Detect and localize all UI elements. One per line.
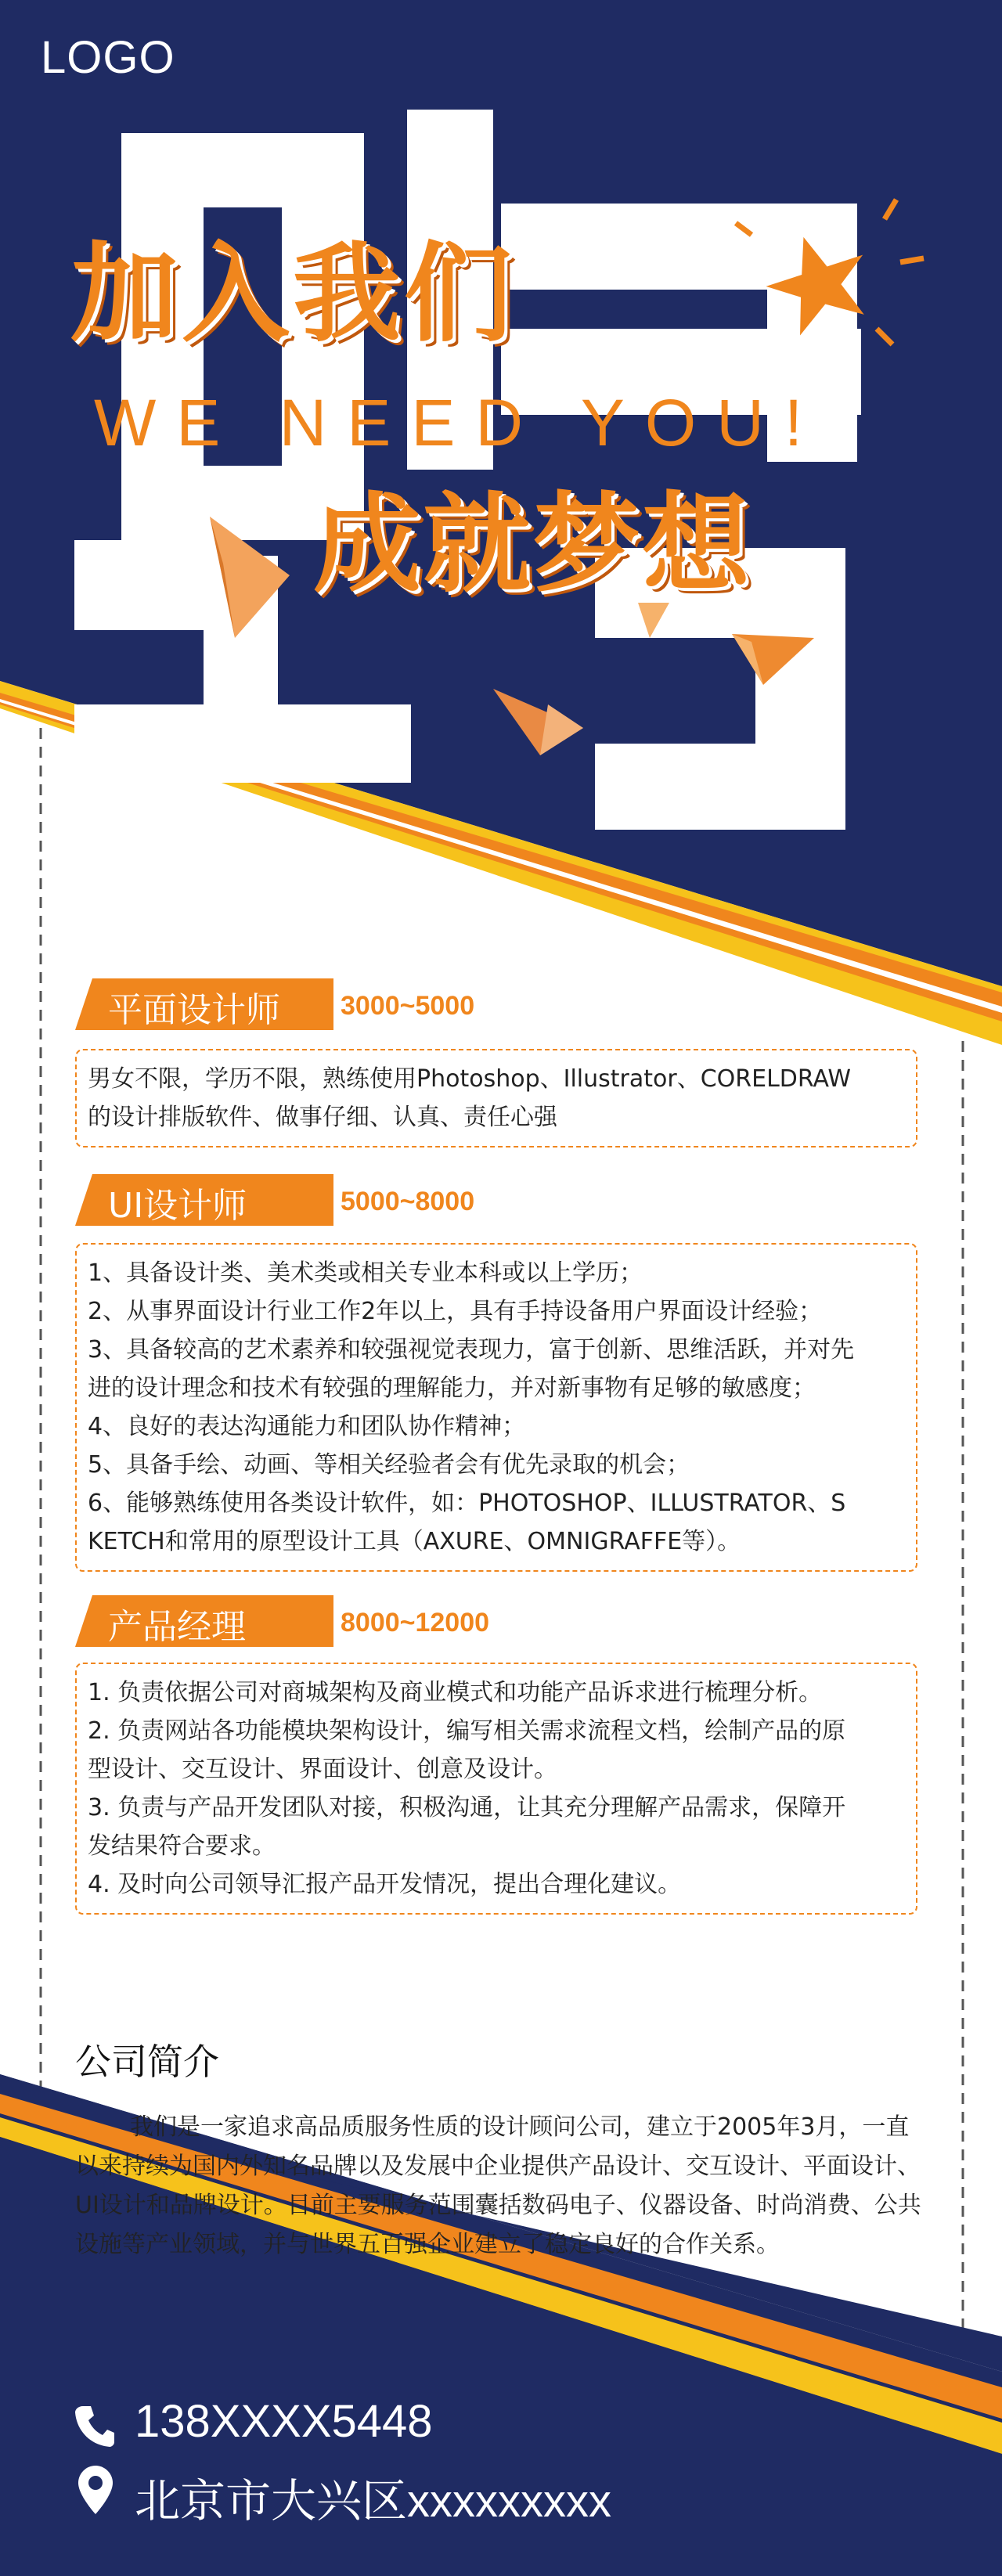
job-description-box — [75, 1049, 917, 1147]
about-title: 公司简介 — [75, 2041, 219, 2083]
job-description-line: 6、能够熟练使用各类设计软件，如：PHOTOSHOP、ILLUSTRATOR、S — [88, 1490, 846, 1517]
phone-icon — [75, 2403, 114, 2447]
about-text: 我们是一家追求高品质服务性质的设计顾问公司，建立于2005年3月，一直以来持续为国内外知名品牌以及发展中企业提供产品设计、交互设计、平面设计、UI设计和品牌设计。目前主要服务范围囊括数码电子、仪器设备、时尚消费、公共设施等产业领域，并与世界五百强企业建立了稳定良好的合作关系。 — [75, 2113, 921, 2258]
job-salary: 5000~8000 — [341, 1187, 475, 1216]
job-title-tag — [75, 1174, 333, 1226]
job-description-line: 4、良好的表达沟通能力和团队协作精神； — [88, 1413, 526, 1440]
job-title: 平面设计师 — [108, 990, 280, 1030]
job-description-line: 的设计排版软件、做事仔细、认真、责任心强 — [88, 1104, 557, 1131]
job-description-line: 1、具备设计类、美术类或相关专业本科或以上学历； — [88, 1259, 643, 1287]
job-description-line: 4. 及时向公司领导汇报产品开发情况，提出合理化建议。 — [88, 1871, 682, 1898]
job-title-tag — [75, 1595, 333, 1647]
logo: LOGO — [41, 32, 175, 83]
job-description-line: 型设计、交互设计、界面设计、创意及设计。 — [88, 1756, 557, 1783]
address: 北京市大兴区xxxxxxxxx — [135, 2476, 612, 2527]
job-description-line: 5、具备手绘、动画、等相关经验者会有优先录取的机会； — [88, 1451, 690, 1479]
job-salary: 8000~12000 — [341, 1608, 490, 1637]
job-description-box — [75, 1243, 917, 1572]
job-description-line: KETCH和常用的原型设计工具（AXURE、OMNIGRAFFE等）。 — [88, 1528, 741, 1555]
phone-number: 138XXXX5448 — [135, 2396, 433, 2447]
job-salary: 3000~5000 — [341, 991, 475, 1021]
job-description-line: 男女不限，学历不限，熟练使用Photoshop、Illustrator、CORELDRAW — [88, 1065, 852, 1093]
job-description-box — [75, 1663, 917, 1915]
job-description-line: 发结果符合要求。 — [88, 1832, 276, 1860]
job-description-line: 2、从事界面设计行业工作2年以上，具有手持设备用户界面设计经验； — [88, 1298, 823, 1325]
job-title: 产品经理 — [108, 1607, 246, 1647]
job-title-tag — [75, 978, 333, 1030]
job-description-line: 3、具备较高的艺术素养和较强视觉表现力，富于创新、思维活跃，并对先 — [88, 1336, 855, 1364]
hero-headline-join-us: 加入我们 — [70, 231, 516, 357]
job-description-line: 3. 负责与产品开发团队对接，积极沟通，让其充分理解产品需求，保障开 — [88, 1794, 846, 1821]
location-pin-icon — [78, 2466, 113, 2514]
hero-headline-dream: 成就梦想 — [313, 481, 752, 607]
hero-subtitle: WE NEED YOU! — [94, 386, 824, 459]
job-description-line: 进的设计理念和技术有较强的理解能力，并对新事物有足够的敏感度； — [88, 1374, 816, 1402]
job-title: UI设计师 — [108, 1186, 247, 1226]
job-description-line: 2. 负责网站各功能模块架构设计，编写相关需求流程文档，绘制产品的原 — [88, 1717, 846, 1745]
job-description-line: 1. 负责依据公司对商城架构及商业模式和功能产品诉求进行梳理分析。 — [88, 1679, 823, 1706]
